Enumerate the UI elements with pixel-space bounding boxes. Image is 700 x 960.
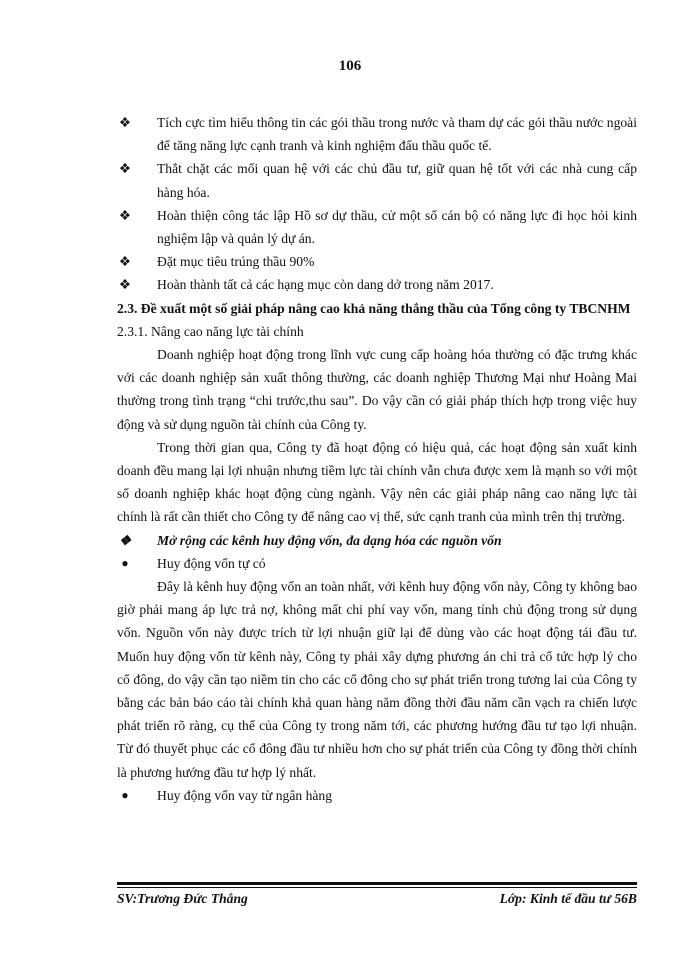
page-number: 106 (338, 58, 362, 74)
footer-student-name: SV:Trương Đức Thắng (117, 891, 248, 906)
section-heading: 2.3. Đề xuất một số giải pháp nâng cao khả năng thắng thầu của Tổng công ty TBCNHM (117, 300, 631, 316)
list-item-text: Huy động vốn tự có (157, 555, 266, 571)
document-body (117, 111, 637, 807)
list-item-text: Tích cực tìm hiểu thông tin các gói thầu trong nước và tham dự các gói thầu nước ngoài để tăng năng lực cạnh tranh và kinh nghiệm đấu thầu quốc tế. (157, 115, 637, 154)
bold-list-item (117, 529, 637, 552)
list-item (117, 157, 637, 203)
footer-class-name: Lớp: Kinh tế đầu tư 56B (499, 891, 637, 906)
diamond-bullet-icon: ❖ (118, 277, 132, 293)
footer-divider-thin (117, 887, 637, 888)
footer-divider (117, 882, 637, 885)
round-bullet-icon: ● (121, 555, 129, 570)
list-item-text: Đặt mục tiêu trúng thầu 90% (157, 254, 315, 270)
round-bullet-icon: ● (121, 787, 129, 802)
list-item (117, 204, 637, 250)
paragraph: Doanh nghiệp hoạt động trong lĩnh vực cung cấp hoàng hóa thường có đặc trưng khác với các doanh nghiệp sản xuất thông thường, các doanh nghiệp Thương Mại như Hoàng Mai thường trong tình trạng “chi trước,thu sau”. Do vậy cần có giải pháp thích hợp trong việc huy động và sử dụng nguồn tài chính của Công ty. (117, 347, 637, 432)
list-item (117, 273, 637, 296)
diamond-bullet-icon: ❖ (118, 254, 132, 270)
list-item-text: Mở rộng các kênh huy động vốn, đa dạng hóa các nguồn vốn (157, 532, 502, 548)
diamond-bullet-icon: ❖ (118, 532, 132, 548)
diamond-bullet-icon: ❖ (118, 115, 132, 130)
list-item-text: Hoàn thành tất cả các hạng mục còn dang dở trong năm 2017. (157, 277, 494, 293)
list-item-text: Hoàn thiện công tác lập Hồ sơ dự thầu, cử một số cán bộ có năng lực đi học hỏi kinh nghiệm lập và quản lý dự án. (157, 207, 637, 247)
list-item (117, 111, 637, 157)
list-item-text: Huy động vốn vay từ ngân hàng (157, 787, 332, 803)
list-item (117, 250, 637, 273)
diamond-bullet-icon: ❖ (118, 207, 132, 223)
paragraph: Đây là kênh huy động vốn an toàn nhất, với kênh huy động vốn này, Công ty không bao giờ phải mang áp lực trả nợ, không mất chi phí vay vốn, mang tính chủ động trong sử dụng vốn. Nguồn vốn này được trích từ lợi nhuận giữ lại để dùng vào các hoạt động tái đầu tư. Muốn huy động vốn từ kênh này, Công ty phải xây dựng phương án chi trả cổ tức hợp lý cho cổ đông, do vậy cần tạo niềm tin cho các cổ đông cho sự phát triển trong tương lai của Công ty bằng các bản báo cáo tài chính khả quan hàng năm đồng thời đầu năm cần vạch ra chiến lược phát triển rõ ràng, cụ thể của Công ty trong năm tới, các phương hướng đầu tư tạo lợi nhuận. Từ đó thuyết phục các cổ đông đầu tư nhiều hơn cho sự phát triển của Công ty đồng thời chính là phương hướng đầu tư hợp lý nhất. (117, 579, 637, 780)
paragraph: Trong thời gian qua, Công ty đã hoạt động có hiệu quả, các hoạt động sản xuất kinh doanh đều mang lại lợi nhuận nhưng tiềm lực tài chính vẫn chưa được xem là mạnh so với một số doanh nghiệp khác hoạt động cùng ngành. Vậy nên các giải pháp nâng cao năng lực tài chính là rất cần thiết cho Công ty để nâng cao vị thế, sức cạnh tranh của mình trên thị trường. (117, 439, 637, 525)
list-item (117, 784, 637, 807)
list-item-text: Thắt chặt các mối quan hệ với các chủ đầu tư, giữ quan hệ tốt với các nhà cung cấp hàng hóa. (157, 161, 637, 200)
subsection-heading: 2.3.1. Nâng cao năng lực tài chính (117, 323, 304, 339)
page-footer (117, 891, 637, 907)
list-item (117, 552, 637, 575)
diamond-bullet-icon: ❖ (118, 161, 132, 177)
